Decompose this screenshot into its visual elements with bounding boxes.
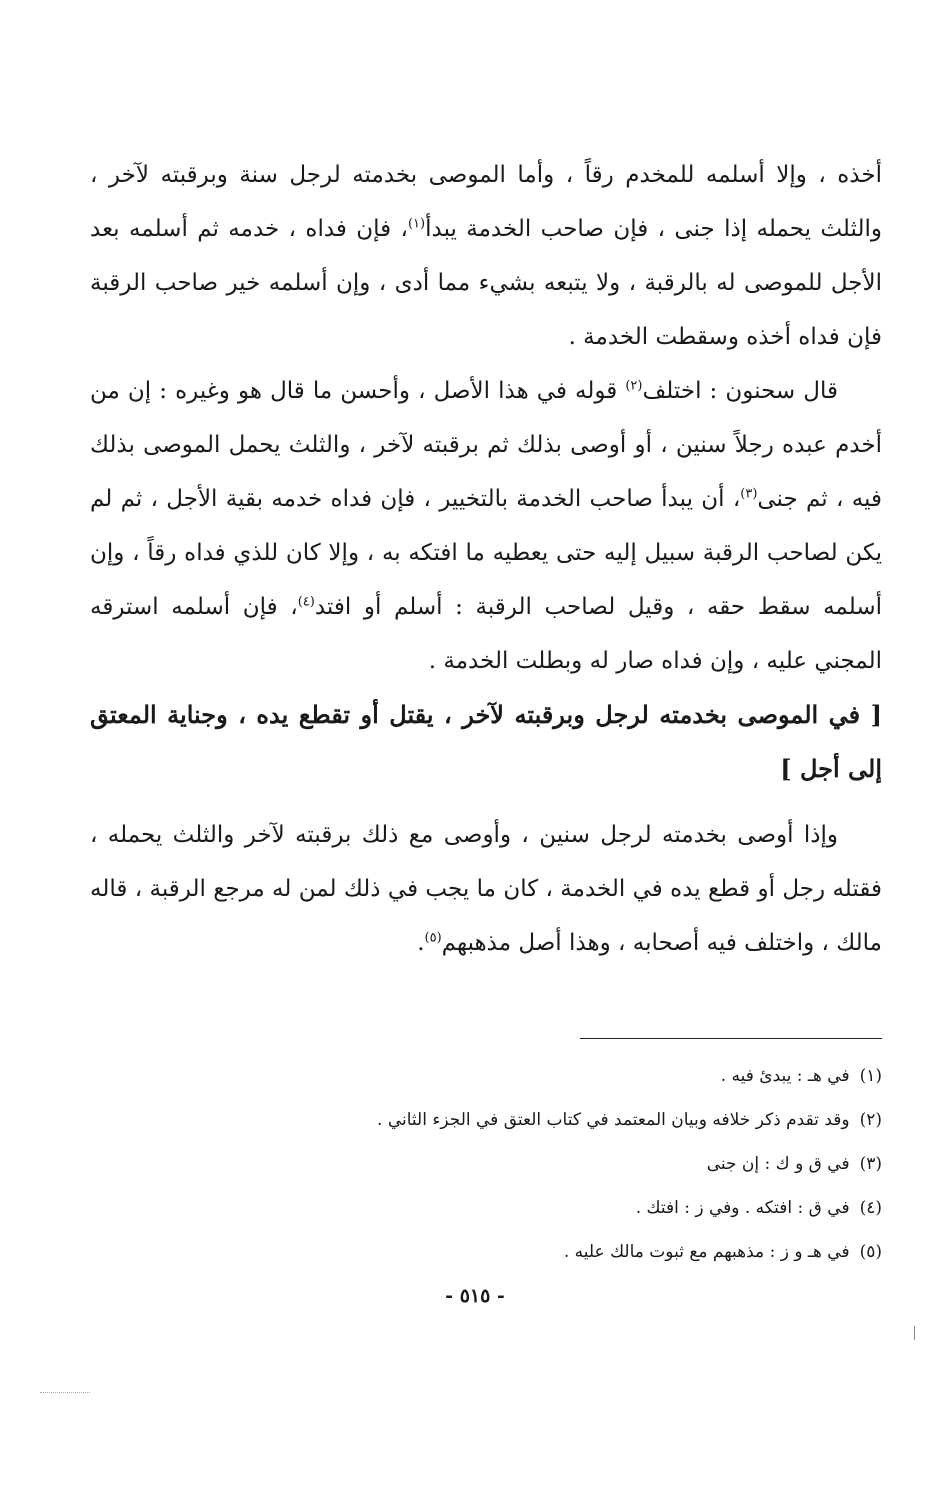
footnote-number: (٣) — [859, 1154, 882, 1174]
footnote-ref-1[interactable]: (١) — [407, 216, 426, 232]
paragraph-2-text-d: ، فإن أسلمه استرقه المجني عليه ، وإن فداه صار له وبطلت الخدمة . — [90, 594, 882, 674]
footnote-number: (٤) — [859, 1198, 882, 1218]
footnote-ref-4[interactable]: (٤) — [297, 594, 315, 610]
paragraph-1 — [90, 148, 882, 364]
paragraph-2 — [90, 364, 882, 688]
page-number: - ٥١٥ - — [445, 1285, 505, 1307]
footnote-separator — [580, 1038, 882, 1039]
paragraph-3 — [90, 808, 882, 970]
footnote-3 — [90, 1142, 882, 1186]
paragraph-1-text-b: ، فإن فداه ، خدمه ثم أسلمه بعد الأجل للموصى له بالرقبة ، ولا يتبعه بشيء مما أدى ، وإن أسلمه خير صاحب الرقبة فإن فداه أخذه وسقطت الخدمة . — [90, 216, 882, 350]
footnote-text: في ق : افتكه . وفي ز : افتك . — [635, 1198, 850, 1218]
section-heading — [90, 688, 882, 796]
paragraph-2-text-a: قال سحنون : اختلف — [642, 378, 838, 404]
footnote-1 — [90, 1054, 882, 1098]
paragraph-2-text-b: قوله في هذا الأصل ، وأحسن ما قال هو وغيره : إن من أخدم عبده رجلاً سنين ، أو أوصى بذلك ثم برقبته لآخر ، والثلث يحمل الموصى بذلك فيه ، ثم جنى — [90, 378, 882, 512]
footnote-text: في هـ : يبدئ فيه . — [720, 1066, 850, 1086]
section-heading-text: [ في الموصى بخدمته لرجل وبرقبته لآخر ، يقتل أو تقطع يده ، وجناية المعتق إلى أجل ] — [90, 700, 882, 783]
footnote-ref-2[interactable]: (٢) — [625, 378, 643, 394]
paragraph-3-text-b: . — [417, 930, 425, 956]
footnote-2 — [90, 1098, 882, 1142]
paragraph-1-text-a: أخذه ، وإلا أسلمه للمخدم رقاً ، وأما الموصى بخدمته لرجل سنة وبرقبته لآخر ، والثلث يحمله إذا جنى ، فإن صاحب الخدمة يبدأ — [90, 162, 882, 242]
margin-mark — [914, 1326, 915, 1340]
footnote-text: في ق و ك : إن جنى — [706, 1154, 850, 1174]
footnote-number: (٢) — [859, 1110, 882, 1130]
footnote-ref-5[interactable]: (٥) — [424, 930, 442, 946]
paragraph-3-text-a: وإذا أوصى بخدمته لرجل سنين ، وأوصى مع ذلك برقبته لآخر والثلث يحمله ، فقتله رجل أو قطع يده في الخدمة ، كان ما يجب في ذلك لمن له مرجع الرقبة ، قاله مالك ، واختلف فيه أصحابه ، وهذا أصل مذهبهم — [90, 822, 882, 956]
footnote-5 — [90, 1230, 882, 1274]
scan-artifact — [40, 1392, 90, 1393]
footnote-text: وقد تقدم ذكر خلافه وبيان المعتمد في كتاب العتق في الجزء الثاني . — [377, 1110, 850, 1130]
footnote-4 — [90, 1186, 882, 1230]
footnote-text: في هـ و ز : مذهبهم مع ثبوت مالك عليه . — [563, 1242, 850, 1262]
footnote-number: (٥) — [859, 1242, 882, 1262]
footnote-number: (١) — [859, 1066, 882, 1086]
footnotes — [90, 1054, 882, 1274]
footnote-ref-3[interactable]: (٣) — [740, 486, 758, 502]
paragraph-2-text-c: ، أن يبدأ صاحب الخدمة بالتخيير ، فإن فداه خدمه بقية الأجل ، ثم لم يكن لصاحب الرقبة سبيل إليه حتى يعطيه ما افتكه به ، وإلا كان للذي فداه رقاً ، وإن أسلمه سقط حقه ، وقيل لصاحب الرقبة : أسلم أو افتد — [90, 486, 882, 620]
